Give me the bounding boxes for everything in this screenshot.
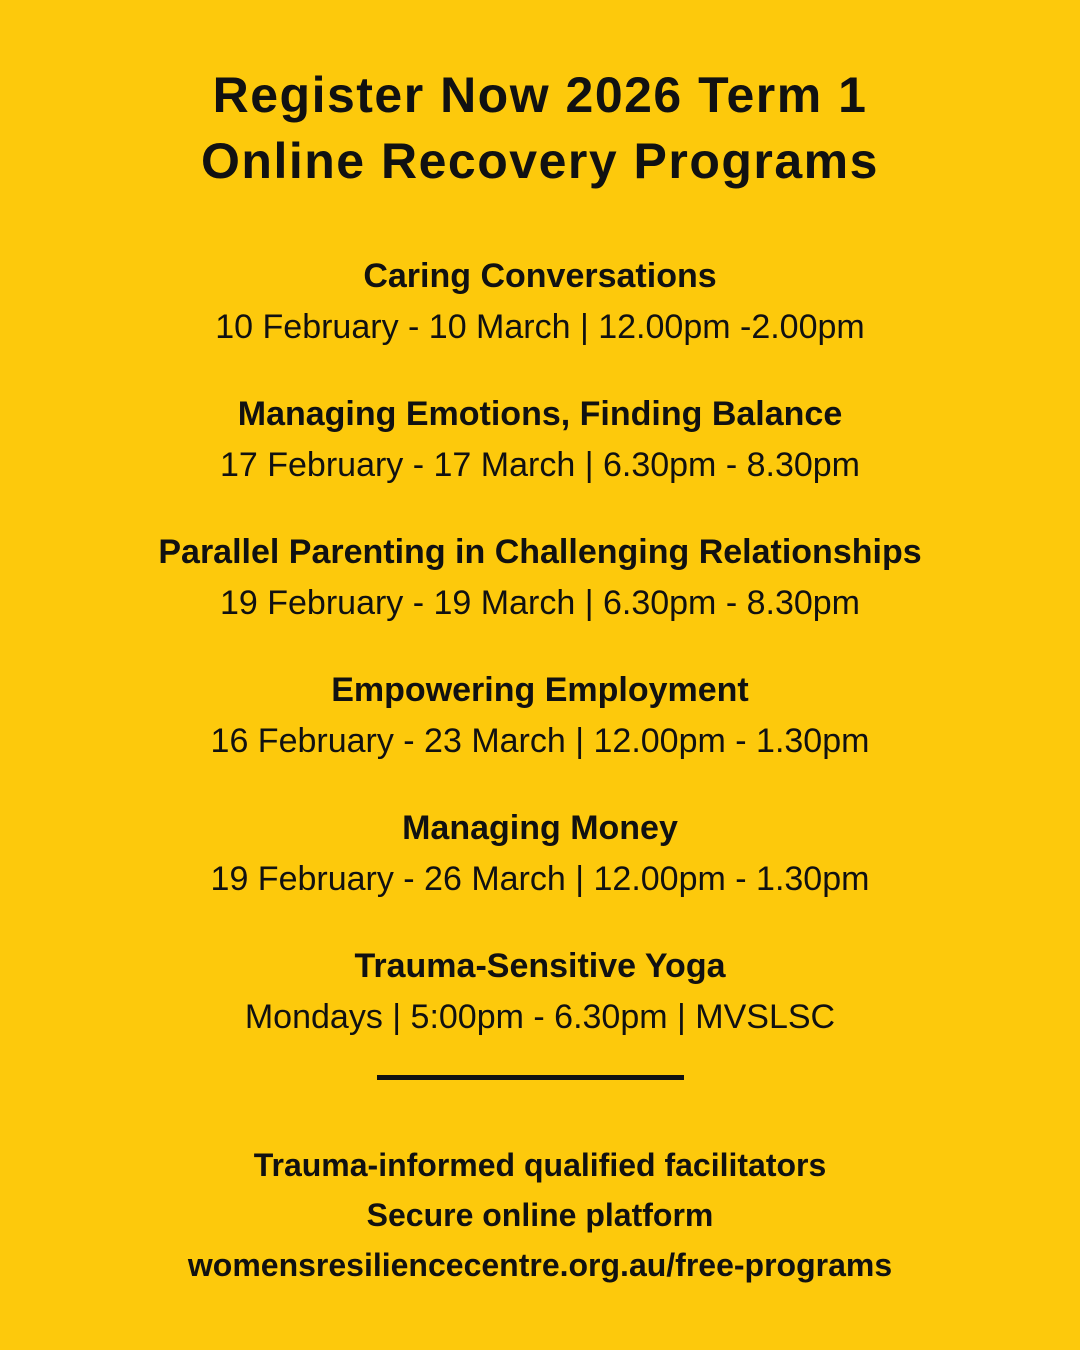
program-schedule: 10 February - 10 March | 12.00pm -2.00pm bbox=[215, 308, 865, 346]
program-schedule: Mondays | 5:00pm - 6.30pm | MVSLSC bbox=[244, 998, 836, 1036]
footer-facilitators: Trauma-informed qualified facilitators bbox=[253, 1147, 827, 1183]
footer bbox=[0, 1140, 1080, 1290]
program-managing-emotions bbox=[0, 390, 1080, 528]
program-schedule: 16 February - 23 March | 12.00pm - 1.30pm bbox=[210, 722, 870, 760]
footer-platform: Secure online platform bbox=[366, 1197, 714, 1233]
title-line-1: Register Now 2026 Term 1 bbox=[212, 67, 868, 123]
page-title bbox=[0, 62, 1080, 194]
footer-url: womensresiliencecentre.org.au/free-programs bbox=[187, 1247, 893, 1283]
program-name: Managing Money bbox=[402, 809, 678, 847]
program-schedule: 19 February - 26 March | 12.00pm - 1.30pm bbox=[210, 860, 870, 898]
program-name: Caring Conversations bbox=[363, 257, 717, 295]
program-schedule: 17 February - 17 March | 6.30pm - 8.30pm bbox=[219, 446, 860, 484]
program-trauma-sensitive-yoga bbox=[0, 942, 1080, 1080]
program-caring-conversations bbox=[0, 252, 1080, 390]
program-schedule: 19 February - 19 March | 6.30pm - 8.30pm bbox=[219, 584, 860, 622]
title-line-2: Online Recovery Programs bbox=[201, 133, 879, 189]
program-name: Trauma-Sensitive Yoga bbox=[354, 947, 726, 985]
divider-line bbox=[377, 1075, 684, 1080]
program-name: Empowering Employment bbox=[331, 671, 749, 709]
program-name: Managing Emotions, Finding Balance bbox=[237, 395, 843, 433]
program-managing-money bbox=[0, 804, 1080, 942]
program-list bbox=[0, 252, 1080, 1080]
program-parallel-parenting bbox=[0, 528, 1080, 666]
program-name: Parallel Parenting in Challenging Relationships bbox=[158, 533, 922, 571]
program-empowering-employment bbox=[0, 666, 1080, 804]
